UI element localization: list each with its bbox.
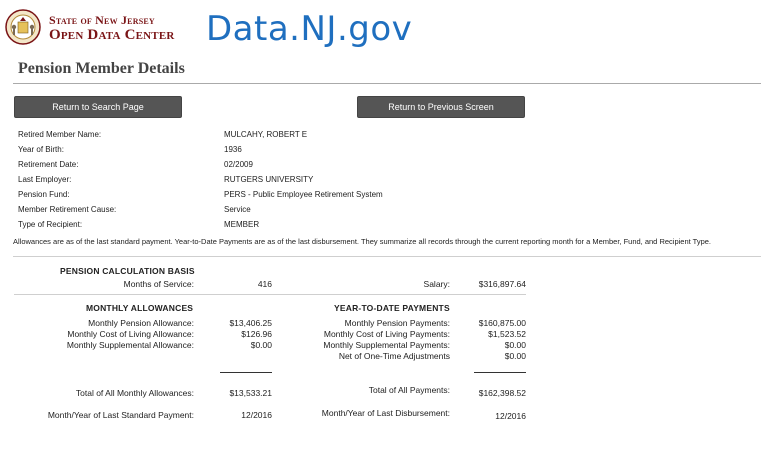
monthly-row-label: Monthly Supplemental Allowance: <box>66 340 194 350</box>
info-label: Year of Birth: <box>18 145 64 154</box>
ytd-row-label: Monthly Supplemental Payments: <box>323 340 450 350</box>
monthly-row-value: $0.00 <box>250 340 272 350</box>
monthly-total-label: Total of All Monthly Allowances: <box>75 388 194 398</box>
info-value: MULCAHY, ROBERT E <box>224 130 308 139</box>
info-value: RUTGERS UNIVERSITY <box>224 175 314 184</box>
info-label: Type of Recipient: <box>18 220 83 229</box>
return-to-previous-button[interactable]: Return to Previous Screen <box>357 96 525 118</box>
ytd-total-underline <box>474 372 526 373</box>
ytd-row-value: $160,875.00 <box>478 318 526 328</box>
ytd-row-label: Net of One-Time Adjustments <box>338 351 450 361</box>
ytd-row-value: $0.00 <box>504 340 526 350</box>
last-standard-payment-value: 12/2016 <box>241 410 272 420</box>
ytd-row-value: $0.00 <box>504 351 526 361</box>
salary-value: $316,897.64 <box>478 279 526 289</box>
monthly-row-value: $13,406.25 <box>229 318 272 328</box>
calc-divider <box>14 294 526 295</box>
data-nj-logo[interactable]: Data.NJ.gov <box>206 9 413 49</box>
monthly-total-value: $13,533.21 <box>229 388 272 398</box>
info-label: Retirement Date: <box>18 160 79 169</box>
monthly-row-value: $126.96 <box>241 329 272 339</box>
monthly-total-underline <box>220 372 272 373</box>
ytd-row-label: Monthly Pension Payments: <box>344 318 450 328</box>
page-title: Pension Member Details <box>18 60 185 77</box>
monthly-row-label: Monthly Pension Allowance: <box>88 318 194 328</box>
last-disbursement-label: Month/Year of Last Disbursement: <box>321 408 450 418</box>
section-divider <box>13 256 761 257</box>
info-value: MEMBER <box>224 220 260 229</box>
info-value: 02/2009 <box>224 160 253 169</box>
monthly-row-label: Monthly Cost of Living Allowance: <box>67 329 194 339</box>
ytd-total-label: Total of All Payments: <box>368 385 450 395</box>
info-label: Pension Fund: <box>18 190 70 199</box>
payments-note: Allowances are as of the last standard payment. Year-to-Date Payments are as of the last disbursement. They summarize all records through the current reporting month for a Member, Fund, and Recipient Type. <box>13 237 711 246</box>
calc-basis-title: PENSION CALCULATION BASIS <box>60 266 195 276</box>
info-value: Service <box>224 205 251 214</box>
salary-label: Salary: <box>423 279 450 289</box>
ytd-total-value: $162,398.52 <box>478 388 526 398</box>
info-label: Last Employer: <box>18 175 72 184</box>
site-name-line2: Open Data Center <box>49 27 175 43</box>
ytd-payments-title: YEAR-TO-DATE PAYMENTS <box>334 303 450 313</box>
info-label: Retired Member Name: <box>18 130 102 139</box>
ytd-row-label: Monthly Cost of Living Payments: <box>323 329 450 339</box>
months-of-service-value: 416 <box>257 279 272 289</box>
last-disbursement-value: 12/2016 <box>495 411 526 421</box>
site-name-line1: State of New Jersey <box>49 13 155 27</box>
info-value: PERS - Public Employee Retirement System <box>224 190 383 199</box>
last-standard-payment-label: Month/Year of Last Standard Payment: <box>47 410 194 420</box>
monthly-allowances-title: MONTHLY ALLOWANCES <box>86 303 194 313</box>
nj-state-seal-icon <box>5 9 41 45</box>
months-of-service-label: Months of Service: <box>123 279 194 289</box>
info-value: 1936 <box>224 145 242 154</box>
info-label: Member Retirement Cause: <box>18 205 117 214</box>
ytd-row-value: $1,523.52 <box>488 329 526 339</box>
return-to-search-button[interactable]: Return to Search Page <box>14 96 182 118</box>
title-divider <box>13 83 761 84</box>
